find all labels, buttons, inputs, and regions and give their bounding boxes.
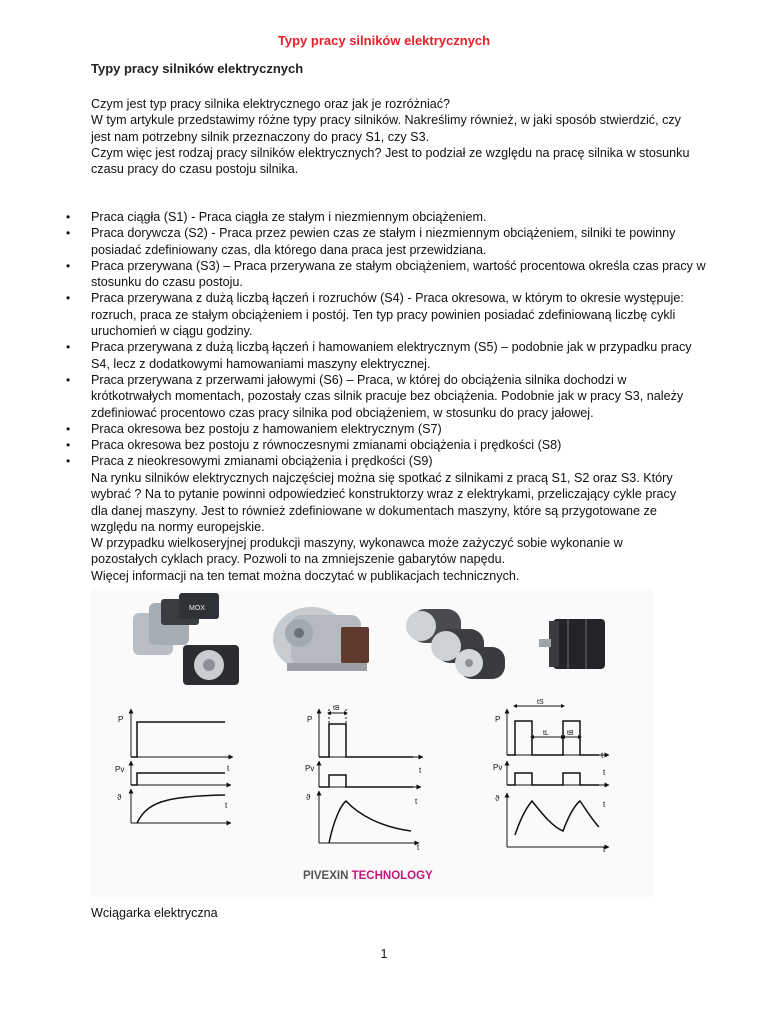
tb-label: tB (333, 705, 340, 712)
power-axis-label: P (307, 715, 313, 724)
temperature-axis-label: ϑ (117, 793, 122, 802)
temperature-axis-label: ϑ (306, 793, 311, 802)
closing-paragraph: Więcej informacji na ten temat można doczytać w publikacjach technicznych. (91, 568, 520, 583)
time-axis-label: t (603, 800, 606, 809)
list-item-s6: • Praca przerywana z przerwami jałowymi (S6) – Praca, w której do obciążenia silnika dochodzi w krótkotrwałych momentach, pozostały czas silnik pracuje bez obciążenia. Podobnie jak w pracy S3, należy zdefiniować procentowo czas pracy silnika pod obciążeniem, w stosunku do pracy jałowej. (66, 372, 706, 421)
intro-paragraph: Czym jest typ pracy silnika elektrycznego oraz jak je rozróżniać? (91, 97, 451, 111)
list-item-s3: • Praca przerywana (S3) – Praca przerywana ze stałym obciążeniem, wartość procentowa określa czas pracy w stosunku do czasu postoju. (66, 258, 706, 291)
figure-caption: Wciągarka elektryczna (91, 906, 218, 920)
s3-time-labels (537, 699, 574, 737)
closing-paragraph: Na rynku silników elektrycznych najczęściej można się spotkać z silnikami z pracą S1, S2 oraz S3. Który wybrać ? Na to pytanie powinni odpowiedzieć konstruktorzy wraz z elektrykami, przeliczający cykle pracy dla danej maszyny. Jest to również zdefiniowane w dokumentach maszyny, które są przygotowane ze względu na normy europejskie. (91, 471, 677, 534)
tl-label: tL (543, 730, 549, 737)
time-axis-label: t (419, 766, 422, 775)
time-axis-label: t (415, 797, 418, 806)
power-axis-label: P (495, 715, 501, 724)
document-title: Typy pracy silników elektrycznych (277, 33, 491, 48)
list-item-s4: • Praca przerywana z dużą liczbą łączeń i rozruchów (S4) - Praca okresowa, w którym to okresie występuje: rozruch, praca ze stałym obciążeniem i postój. Ten typ pracy powinien posiadać zdefiniowaną liczbę cykli uruchomień w ciągu godziny. (66, 290, 706, 339)
losses-axis-label: Pv (305, 764, 315, 773)
article-heading: Typy pracy silników elektrycznych (91, 61, 304, 76)
s1-duty-diagram (131, 709, 233, 823)
duty-type-list (66, 209, 706, 470)
induction-motor-image (273, 607, 369, 671)
s2-duty-diagram (319, 709, 423, 843)
time-axis-label: t (603, 768, 606, 777)
duty-cycle-figure (91, 589, 653, 897)
temperature-axis-label: ϑ (495, 794, 500, 803)
closing-section (91, 470, 691, 584)
list-item-s9: • Praca z nieokresowymi zmianami obciążenia i prędkości (S9) (66, 453, 706, 469)
motor-badge-text: MOX (189, 605, 205, 612)
list-item-s1: • Praca ciągła (S1) - Praca ciągła ze stałym i niezmiennym obciążeniem. (66, 209, 706, 225)
s3-duty-diagram (507, 706, 609, 847)
time-axis-label: t (225, 801, 228, 810)
list-item-s8: • Praca okresowa bez postoju z równoczesnymi zmianami obciążenia i prędkości (S8) (66, 437, 706, 453)
list-item-s2: • Praca dorywcza (S2) - Praca przez pewien czas ze stałym i niezmiennym obciążeniem, silniki te powinny posiadać zdefiniowany czas, dla którego dana praca jest przewidziana. (66, 225, 706, 258)
intro-section (91, 96, 691, 177)
losses-axis-label: Pv (115, 765, 125, 774)
servo-motors-image (133, 593, 239, 685)
dc-motors-image (406, 609, 505, 679)
list-item-s5: • Praca przerywana z dużą liczbą łączeń i hamowaniem elektrycznym (S5) – podobnie jak w przypadku pracy S4, lecz z dodatkowymi hamowaniami maszyny elektrycznej. (66, 339, 706, 372)
time-axis-label: t (603, 845, 606, 854)
time-axis-label: t (417, 843, 420, 852)
intro-paragraph: Czym więc jest rodzaj pracy silników elektrycznych? Jest to podział ze względu na pracę silnika w stosunku czasu pracy do czasu postoju silnika. (91, 145, 690, 177)
ts-label: tS (537, 699, 544, 706)
power-axis-label: P (118, 715, 124, 724)
intro-paragraph: W tym artykule przedstawimy różne typy pracy silników. Nakreślimy również, w jaki sposób stwierdzić, czy jest nam potrzebny silnik przeznaczony do pracy S1, czy S3. (91, 113, 681, 144)
page-number: 1 (380, 947, 388, 961)
pivexin-logo: PIVEXIN TECHNOLOGY (303, 870, 433, 882)
list-item-s7: • Praca okresowa bez postoju z hamowaniem elektrycznym (S7) (66, 421, 706, 437)
stepper-motor-image (539, 619, 605, 669)
time-axis-label: t (227, 764, 230, 773)
tb-label: tB (567, 730, 574, 737)
time-axis-label: t (601, 751, 604, 760)
closing-paragraph: W przypadku wielkoseryjnej produkcji maszyny, wykonawca może zażyczyć sobie wykonanie w pozostałych cyklach pracy. Pozwoli to na zmniejszenie gabarytów napędu. (91, 536, 623, 567)
losses-axis-label: Pv (493, 763, 503, 772)
